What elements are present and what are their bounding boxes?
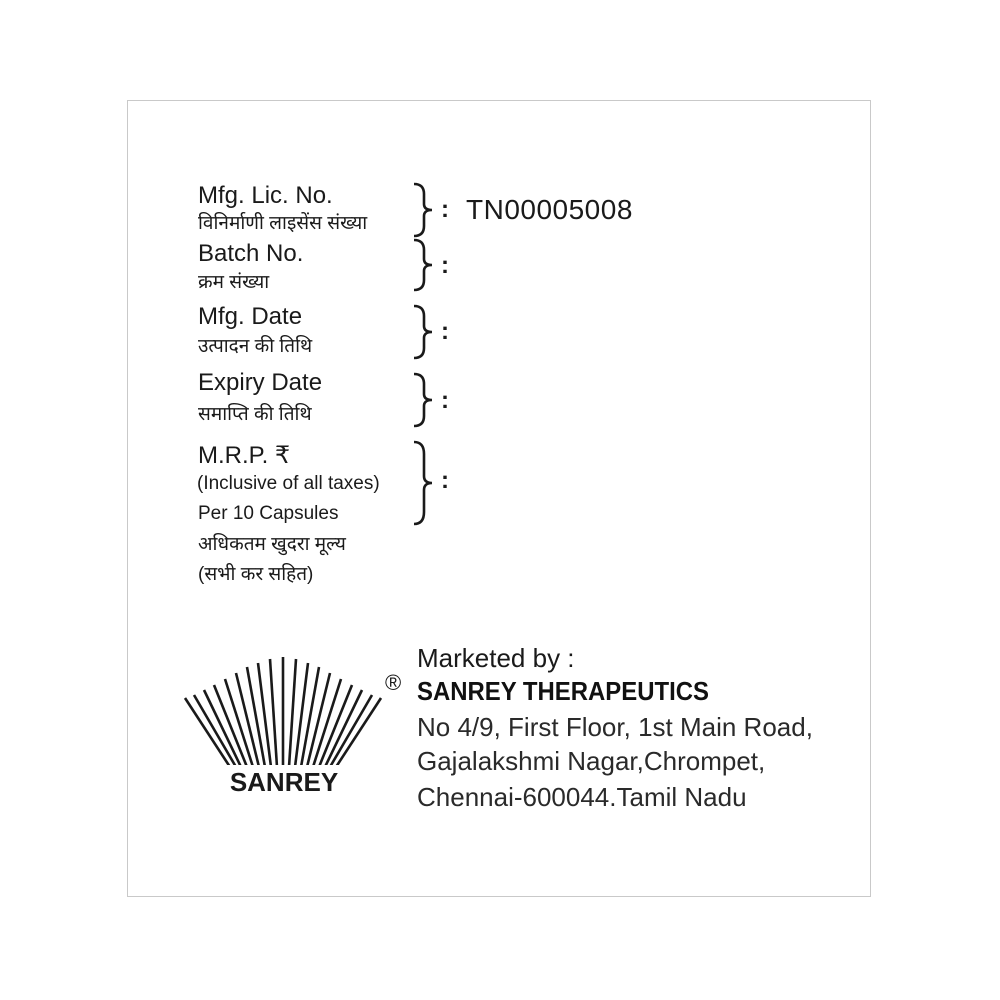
marketed-by-heading: Marketed by : bbox=[417, 643, 575, 673]
brace-icon bbox=[410, 182, 434, 238]
brace-icon bbox=[410, 440, 434, 526]
brace-icon bbox=[410, 238, 434, 292]
mrp-colon: : bbox=[441, 467, 449, 494]
expiry-colon: : bbox=[441, 387, 449, 414]
mfg-lic-label: Mfg. Lic. No. bbox=[198, 182, 333, 209]
batch-colon: : bbox=[441, 252, 449, 279]
expiry-label: Expiry Date bbox=[198, 369, 323, 396]
mrp-tax-note-hindi: (सभी कर सहित) bbox=[198, 564, 314, 585]
mrp-tax-note: (Inclusive of all taxes) bbox=[197, 473, 380, 494]
batch-label-hindi: क्रम संख्या bbox=[198, 272, 270, 293]
logo-brand-text: SANREY bbox=[229, 767, 339, 797]
expiry-label-hindi: समाप्ति की तिथि bbox=[198, 404, 312, 425]
address-line: No 4/9, First Floor, 1st Main Road, bbox=[417, 712, 813, 742]
batch-label: Batch No. bbox=[198, 240, 304, 267]
mrp-label-hindi: अधिकतम खुदरा मूल्य bbox=[198, 534, 346, 555]
mfg-lic-label-hindi: विनिर्माणी लाइसेंस संख्या bbox=[198, 213, 368, 234]
mfg-lic-value: TN00005008 bbox=[466, 194, 633, 225]
brace-icon bbox=[410, 304, 434, 360]
address-line: Chennai-600044.Tamil Nadu bbox=[417, 782, 747, 812]
mfg-date-colon: : bbox=[441, 318, 449, 345]
registered-mark: ® bbox=[385, 670, 402, 695]
mrp-per-pack: Per 10 Capsules bbox=[198, 503, 339, 524]
address-line: Gajalakshmi Nagar,Chrompet, bbox=[417, 746, 766, 776]
brace-icon bbox=[410, 372, 434, 428]
mrp-label: M.R.P. ₹ bbox=[198, 442, 291, 469]
mfg-lic-colon: : bbox=[441, 196, 449, 223]
mfg-date-label-hindi: उत्पादन की तिथि bbox=[198, 336, 313, 357]
crown-rays-icon bbox=[180, 655, 390, 805]
company-name: SANREY THERAPEUTICS bbox=[417, 676, 709, 706]
mfg-date-label: Mfg. Date bbox=[198, 303, 303, 330]
